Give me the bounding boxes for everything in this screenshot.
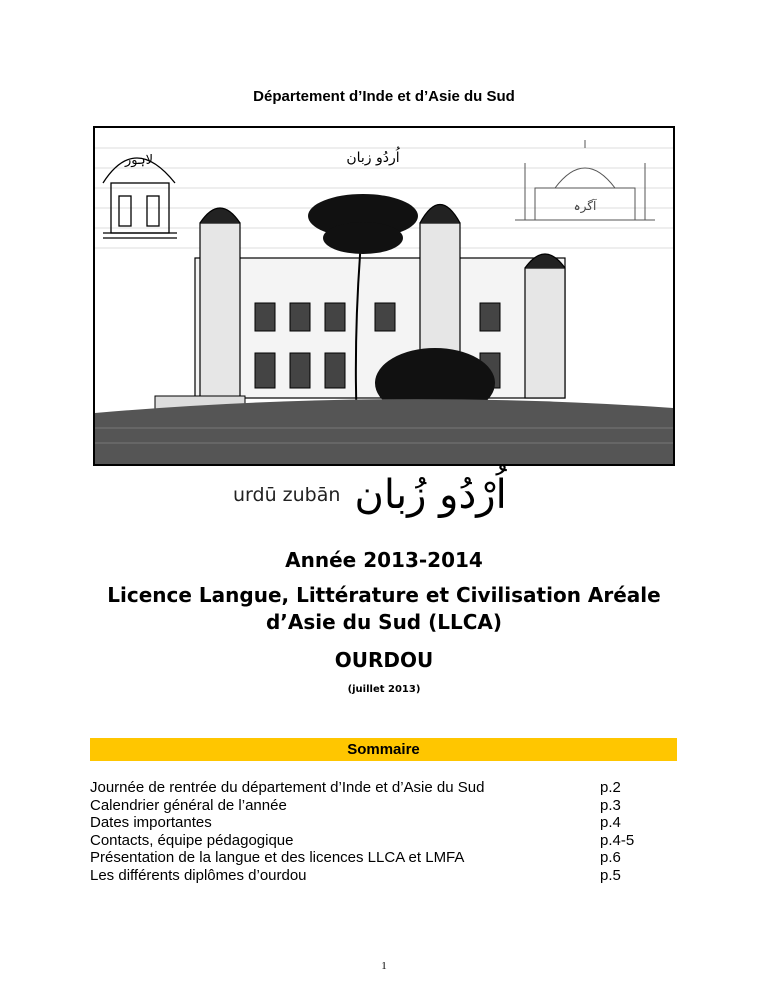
toc-item — [90, 814, 680, 832]
lahore-building-illustration — [93, 126, 675, 466]
department-header: Département d’Inde et d’Asie du Sud — [253, 88, 515, 105]
toc-item-label: Dates importantes — [90, 814, 212, 831]
toc-item-page: p.3 — [600, 796, 621, 814]
right-emblem-caption: آگرہ — [573, 199, 597, 213]
academic-year: Année 2013-2014 — [285, 548, 483, 572]
toc-item-page: p.4 — [600, 814, 621, 831]
toc-item-label: Journée de rentrée du département d’Inde et d’Asie du Sud — [90, 779, 485, 796]
lahore-building-icon — [95, 128, 673, 464]
toc-item — [90, 832, 680, 850]
toc-item-page: p.5 — [600, 866, 621, 884]
toc-item-label: Présentation de la langue et des licences LLCA et LMFA — [90, 849, 465, 866]
urdu-transliteration: urdū zubān — [233, 484, 341, 506]
toc-item-label: Les différents diplômes d’ourdou — [90, 866, 307, 884]
left-emblem-icon — [103, 158, 177, 238]
licence-title-line2: d’Asie du Sud (LLCA) — [265, 610, 503, 634]
toc-item — [90, 867, 680, 885]
toc-item-page: p.4-5 — [600, 831, 635, 849]
urdu-script-text: اُرْدُو زُبان — [354, 472, 507, 518]
language-title: OURDOU — [334, 648, 434, 672]
table-of-contents — [90, 779, 680, 884]
toc-item — [90, 849, 680, 867]
toc-item-label: Calendrier général de l’année — [90, 796, 287, 814]
title-block — [60, 548, 708, 695]
urdu-language-name — [233, 470, 507, 520]
page-number: 1 — [381, 960, 387, 972]
toc-item-page: p.2 — [600, 779, 621, 796]
toc-item-label: Contacts, équipe pédagogique — [90, 831, 294, 849]
top-urdu-caption: اُردُو زبان — [346, 150, 400, 166]
sommaire-heading: Sommaire — [90, 738, 677, 761]
licence-title-line1: Licence Langue, Littérature et Civilisation Aréale — [107, 583, 661, 607]
licence-title — [60, 582, 708, 636]
left-emblem-caption: لاہور — [124, 153, 154, 168]
date-note: (juillet 2013) — [347, 684, 421, 695]
toc-item-page: p.6 — [600, 849, 621, 866]
toc-item — [90, 797, 680, 815]
toc-item — [90, 779, 680, 797]
